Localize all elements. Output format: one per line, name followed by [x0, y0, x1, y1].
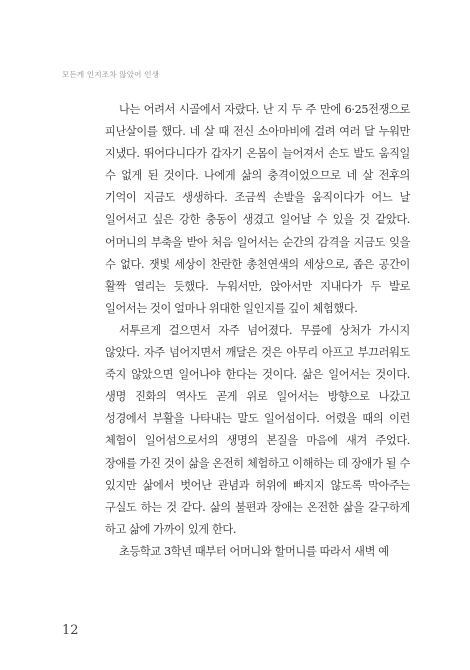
body-text — [105, 99, 410, 563]
page-number: 12 — [62, 623, 79, 638]
running-header: 모든게 인지조차 않았어 인생 — [62, 70, 160, 79]
paragraph-1: 나는 어려서 시골에서 자랐다. 난 지 두 주 만에 6·25전쟁으로 피난살이를 했다. 네 살 때 전신 소아마비에 걸려 여러 달 누워만 지냈다. 뛰어다니다가 갑자기 온몸이 늘어져서 손도 발도 움직일 수 없게 된 것이다. 나에게 삶의 충격이었으므로 네 살 전후의 기억이 지금도 생생하다. 조금씩 손발을 움직이다가 어느 날 일어서고 싶은 강한 충동이 생겼고 일어날 수 있을 것 같았다. 어머니의 부축을 받아 처음 일어서는 순간의 감격을 지금도 잊을 수 없다. 잿빛 세상이 찬란한 총천연색의 세상으로, 좁은 공간이 활짝 열리는 듯했다. 누워서만, 앉아서만 지내다가 두 발로 일어서는 것이 얼마나 위대한 일인지를 깊이 체험했다. — [105, 103, 410, 315]
paragraph-2: 서투르게 걸으면서 자주 넘어졌다. 무릎에 상처가 가시지 않았다. 자주 넘어지면서 깨달은 것은 아무리 아프고 부끄러워도 죽지 않았으면 일어나야 한다는 것이다. 삶은 일어서는 것이다. 생명 진화의 역사도 곧게 위로 일어서는 방향으로 나갔고 성경에서 부활을 나타내는 말도 일어섬이다. 어렸을 때의 이런 체험이 일어섬으로서의 생명의 본질을 마음에 새겨 주었다. 장애를 가진 것이 삶을 온전히 체험하고 이해하는 데 장애가 될 수 있지만 삶에서 벗어난 관념과 허위에 빠지지 않도록 막아주는 구실도 하는 것 같다. 삶의 불편과 장애는 온전한 삶을 갈구하게 하고 삶에 가까이 있게 한다. — [105, 323, 410, 536]
paragraph-3: 초등학교 3학년 때부터 어머니와 할머니를 따라서 새벽 예 — [119, 544, 389, 558]
